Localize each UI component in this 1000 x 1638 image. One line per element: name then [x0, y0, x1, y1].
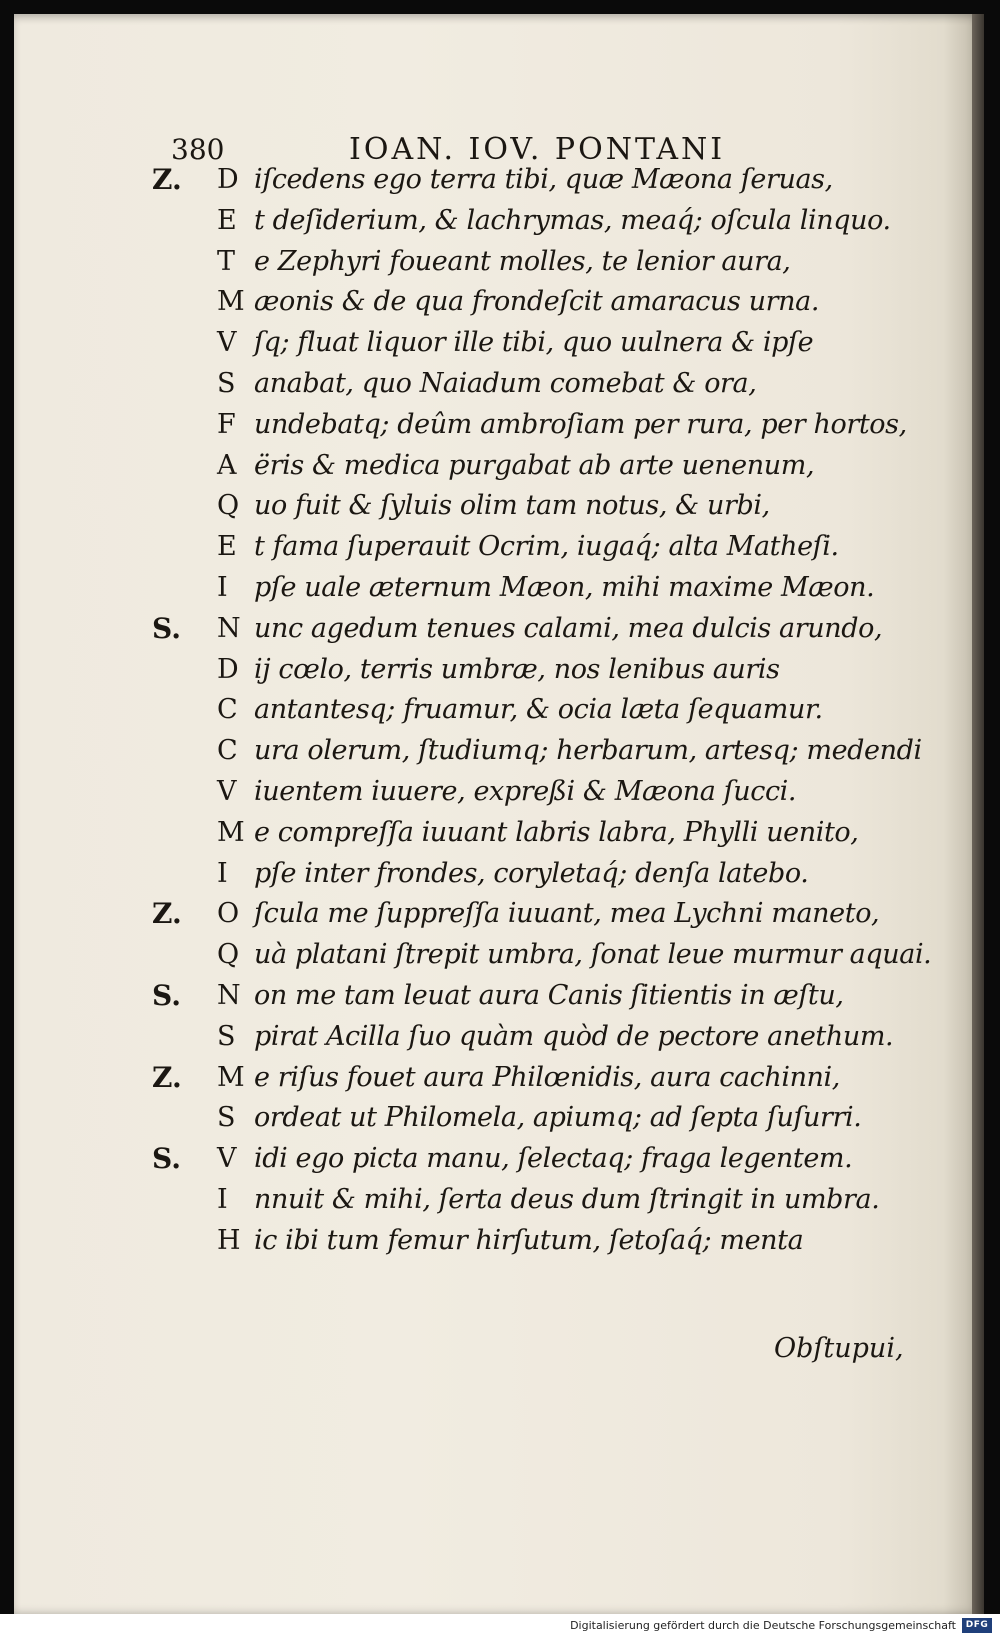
speaker-label: S.: [152, 611, 181, 645]
verse-line: [14, 609, 982, 649]
page-edge: [972, 14, 984, 1614]
verse-text: e Zephyri foueant molles, te lenior aura,: [254, 245, 791, 277]
verse-text: ëris & medica purgabat ab arte uenenum,: [254, 449, 815, 481]
verse-text: anabat, quo Naiadum comebat & ora,: [254, 368, 757, 399]
verse-initial: Q: [217, 490, 240, 522]
verse-text: e riſus fouet aura Philœnidis, aura cachinni,: [254, 1061, 840, 1093]
verse-initial: V: [217, 1143, 237, 1175]
verse-line: [14, 1139, 982, 1179]
speaker-label: S.: [152, 1142, 181, 1176]
verse-text: ij cœlo, terris umbræ, nos lenibus auris: [254, 653, 780, 685]
verse-line: [14, 527, 982, 567]
verse-initial: D: [217, 653, 239, 685]
dfg-logo: DFG: [962, 1618, 992, 1633]
verse-text: ordeat ut Philomela, apiumq; ad ſepta ſuſurri.: [254, 1102, 862, 1134]
verse-line: [14, 935, 982, 975]
verse-text: æonis & de qua frondeſcit amaracus urna.: [254, 286, 820, 318]
verse-initial: C: [217, 694, 238, 726]
dfg-credit: Digitalisierung gefördert durch die Deutsche Forschungsgemeinschaft: [570, 1619, 956, 1632]
verse-initial: O: [217, 898, 240, 930]
verse-line: [14, 731, 982, 771]
verse-text: antantesq; fruamur, & ocia læta ſequamur.: [254, 694, 823, 726]
speaker-label: Z.: [152, 897, 182, 931]
verse-initial: E: [217, 531, 237, 563]
verse-line: [14, 1221, 982, 1261]
verse-line: [14, 1098, 982, 1138]
speaker-label: Z.: [152, 1060, 182, 1094]
footer-bar: [0, 1614, 1000, 1638]
book-page: [14, 14, 982, 1614]
verse-text: iſcedens ego terra tibi, quæ Mæona ſeruas,: [254, 164, 833, 195]
verse-line: [14, 894, 982, 934]
verse-line: [14, 1058, 982, 1098]
verse-line: [14, 813, 982, 853]
verse-text: pirat Acilla ſuo quàm quòd de pectore anethum.: [254, 1020, 894, 1052]
verse-text: iuentem iuuere, expreßi & Mæona ſucci.: [254, 776, 797, 807]
verse-text: e compreſſa iuuant labris labra, Phylli uenito,: [254, 816, 859, 848]
verse-text: ura olerum, ſtudiumq; herbarum, artesq; medendi: [254, 735, 922, 767]
verse-initial: S: [217, 1102, 236, 1134]
verse-text: uo fuit & ſyluis olim tam notus, & urbi,: [254, 490, 770, 522]
verse-line: [14, 976, 982, 1016]
verse-text: idi ego picta manu, ſelectaq; fraga legentem.: [254, 1143, 853, 1175]
verse-initial: I: [217, 1184, 228, 1215]
page-number: 380: [171, 133, 225, 166]
verse-line: [14, 650, 982, 690]
running-title: IOAN. IOV. PONTANI: [349, 132, 726, 167]
verse-text: ſcula me ſuppreſſa iuuant, mea Lychni maneto,: [254, 898, 880, 930]
verse-initial: I: [217, 572, 228, 603]
verse-line: [14, 160, 982, 200]
verse-text: t fama ſuperauit Ocrim, iugaq́; alta Matheſi.: [254, 531, 839, 563]
verse-text: undebatq; deûm ambroſiam per rura, per hortos,: [254, 408, 907, 440]
verse-initial: M: [217, 816, 245, 848]
verse-initial: C: [217, 735, 238, 767]
verse-line: [14, 486, 982, 526]
verse-line: [14, 1017, 982, 1057]
verse-text: pſe uale æternum Mæon, mihi maxime Mæon.: [254, 572, 875, 603]
verse-line: [14, 1180, 982, 1220]
speaker-label: S.: [152, 979, 181, 1012]
verse-initial: V: [217, 327, 237, 359]
verse-line: [14, 854, 982, 894]
verse-initial: Q: [217, 939, 240, 971]
verse-text: ſq; fluat liquor ille tibi, quo uulnera & ipſe: [254, 327, 814, 359]
verse-initial: F: [217, 408, 236, 440]
speaker-label: Z.: [152, 163, 182, 196]
verse-initial: H: [217, 1224, 241, 1256]
verse-text: unc agedum tenues calami, mea dulcis arundo,: [254, 612, 883, 644]
verse-initial: M: [217, 1061, 245, 1093]
verse-initial: I: [217, 857, 228, 889]
verse-text: t deſiderium, & lachrymas, meaq́; oſcula linquo.: [254, 204, 891, 236]
verse-line: [14, 364, 982, 404]
verse-initial: M: [217, 286, 245, 318]
verse-initial: S: [217, 368, 236, 399]
verse-text: uà platani ſtrepit umbra, ſonat leue murmur aquai.: [254, 939, 932, 971]
verse-line: [14, 242, 982, 282]
catchword: Obſtupui,: [774, 1333, 904, 1364]
verse-text: ic ibi tum femur hirſutum, ſetoſaq́; menta: [254, 1224, 804, 1256]
verse-line: [14, 568, 982, 608]
verse-initial: E: [217, 204, 237, 236]
verse-initial: D: [217, 164, 239, 195]
verse-text: pſe inter frondes, coryletaq́; denſa latebo.: [254, 857, 809, 889]
verse-line: [14, 323, 982, 363]
verse-text: on me tam leuat aura Canis ſitientis in æſtu,: [254, 980, 844, 1011]
verse-initial: T: [217, 245, 236, 277]
verse-initial: A: [217, 449, 237, 481]
verse-line: [14, 446, 982, 486]
verse-line: [14, 282, 982, 322]
verse-line: [14, 405, 982, 445]
verse-text: nnuit & mihi, ſerta deus dum ſtringit in umbra.: [254, 1184, 880, 1215]
verse-line: [14, 690, 982, 730]
verse-line: [14, 772, 982, 812]
verse-line: [14, 201, 982, 241]
verse-initial: S: [217, 1020, 236, 1052]
verse-initial: V: [217, 776, 237, 807]
verse-initial: N: [217, 612, 241, 644]
verse-initial: N: [217, 980, 241, 1011]
